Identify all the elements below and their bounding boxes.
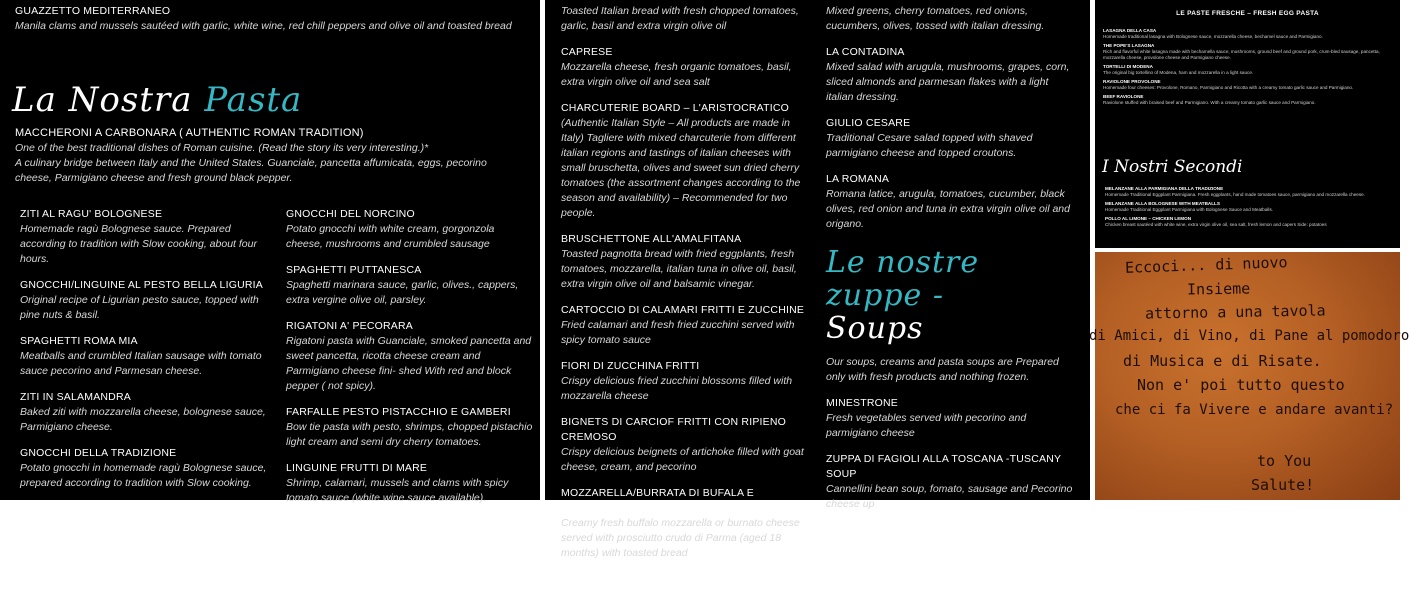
soups-intro: Our soups, creams and pasta soups are Prepared only with fresh products and nothing frozen.: [826, 356, 1059, 383]
menu-item: [561, 303, 813, 348]
menu-panel-fresh-pasta: [1095, 0, 1400, 248]
wall-quote-photo: [1089, 252, 1409, 500]
menu-panel-antipasti: [545, 0, 1090, 585]
item-name: GNOCCHI/LINGUINE AL PESTO BELLA LIGURIA: [20, 279, 263, 291]
quote-line: to You: [1257, 452, 1312, 470]
item-desc: Romana latice, arugula, tomatoes, cucumber, black olives, red onion and tuna in extra virgin olive oil and origano.: [826, 188, 1070, 230]
quote-line: che ci fa Vivere e andare avanti?: [1115, 402, 1394, 418]
item-name: CARTOCCIO DI CALAMARI FRITTI E ZUCCHINE: [561, 304, 805, 316]
item-name: ZUPPA DI FAGIOLI ALLA TOSCANA -TUSCANY SOUP: [826, 453, 1061, 480]
item-name: CAPRESE: [561, 46, 613, 58]
item-name: GUAZZETTO MEDITERRANEO: [15, 5, 171, 17]
item-name: GIULIO CESARE: [826, 117, 911, 129]
fresh-pasta-list: [1103, 28, 1393, 109]
item-name: FARFALLE PESTO PISTACCHIO E GAMBERI: [286, 406, 511, 418]
item-desc: Mixed greens, cherry tomatoes, red onions, cucumbers, olives, tossed with italian dressing.: [826, 5, 1045, 32]
item-desc: Fried calamari and fresh fried zucchini served with spicy tomato sauce: [561, 319, 795, 346]
menu-item: [561, 45, 813, 90]
item-name: LA ROMANA: [826, 173, 890, 185]
item-desc: Potato gnocchi in homemade ragù Bolognese sauce, prepared according to tradition with Slow cooking.: [20, 462, 267, 489]
menu-item: [1103, 94, 1393, 106]
item-name: CHARCUTERIE BOARD – L'ARISTOCRATICO: [561, 102, 789, 114]
menu-item: [826, 45, 1078, 105]
item-desc: Rigatoni pasta with Guanciale, smoked pancetta and sweet pancetta, ricotta cheese cream and Parmigiano cheese fini- shed With red and block pepper ( not spicy).: [286, 335, 532, 392]
item-name: MELANZANE ALLA PARMIGIANA DELLA TRADIZIONE: [1105, 186, 1224, 191]
item-desc: Creamy fresh buffalo mozzarella or burnato cheese served with prosciutto crudo di Parma (aged 18 months) with toasted bread: [561, 517, 800, 559]
item-name: MACCHERONI A CARBONARA ( AUTHENTIC ROMAN TRADITION): [15, 127, 364, 139]
item-desc: Meatballs and crumbled Italian sausage with tomato sauce pecorino and Parmesan cheese.: [20, 350, 262, 377]
menu-item: [20, 446, 276, 491]
item-desc: Manila clams and mussels sautéed with garlic, white wine, red chill peppers and olive oil and toasted bread: [15, 20, 512, 32]
item-desc: Mozzarella cheese, fresh organic tomatoes, basil, extra virgin olive oil and sea salt: [561, 61, 792, 88]
item-name: BRUSCHETTONE ALL'AMALFITANA: [561, 233, 742, 245]
item-desc: Crispy delicious beignets of artichoke filled with goat cheese, cream, and pecorino: [561, 446, 804, 473]
menu-item: [1103, 28, 1393, 40]
item-name: BIGNETS DI CARCIOF FRITTI CON RIPIENO CREMOSO: [561, 416, 786, 443]
menu-item: [286, 207, 534, 252]
menu-item: [1103, 79, 1393, 91]
item-desc: Spaghetti marinara sauce, garlic, olives., cappers, extra vergine olive oil, parsley.: [286, 279, 519, 306]
menu-item: [561, 232, 813, 292]
item-name: RAVIOLONE PROVOLONE: [1103, 79, 1161, 84]
title-white: Soups: [826, 311, 924, 346]
item-desc: Fresh vegetables served with pecorino and parmigiano cheese: [826, 412, 1027, 439]
item-desc: Raviolone stuffed with braised beef and Parmigiano. With a creamy tomato garlic sauce and Parmigiano.: [1103, 100, 1316, 105]
menu-item: [561, 359, 813, 404]
salads-column: [826, 4, 1078, 523]
menu-item: [1103, 43, 1393, 61]
quote-line: di Amici, di Vino, di Pane al pomodoro: [1089, 328, 1409, 344]
title-teal: Pasta: [204, 80, 303, 120]
menu-item: [561, 572, 813, 587]
quote-line: attorno a una tavola: [1144, 301, 1326, 323]
item-name: SPAGHETTI ROMA MIA: [20, 335, 138, 347]
menu-item: [20, 207, 276, 267]
item-desc: Original recipe of Ligurian pesto sauce, topped with pine nuts & basil.: [20, 294, 259, 321]
menu-item: [561, 415, 813, 475]
quote-line: Insieme: [1186, 279, 1251, 299]
menu-item: [561, 101, 813, 221]
item-desc: Toasted pagnotta bread with fried eggplants, fresh tomatoes, mozzarella, italian tuna in olive oil, basil, extra virgin olive oil and balsamic vinegar.: [561, 248, 797, 290]
item-desc: Crispy delicious fried zucchini blossoms filled with mozzarella cheese: [561, 375, 793, 402]
item-desc-line2: A culinary bridge between Italy and the United States. Guanciale, pancetta affumicata, eggs, pecorino cheese, Parmigiano cheese and fresh ground black pepper.: [15, 157, 487, 184]
item-name: THE POPE'S LASAGNA: [1103, 43, 1155, 48]
menu-item: [826, 172, 1078, 232]
item-desc: Baked ziti with mozzarella cheese, bolognese sauce, Parmigiano cheese.: [20, 406, 266, 433]
item-desc: Bow tie pasta with pesto, shrimps, chopped pistachio light cream and semi dry cherry tomatoes.: [286, 421, 533, 448]
menu-item-carbonara: [15, 126, 525, 186]
item-name: LASAGNA DELLA CASA: [1103, 28, 1157, 33]
item-name: GNOCCHI DEL NORCINO: [286, 208, 415, 220]
item-name: POLLO AL LIMONE – CHICKEN LEMON: [1105, 216, 1192, 221]
item-desc: Homemade four cheeses: Provolone, Romano, Parmigiano and Ricotta with a creamy tomato garlic sauce and Parmigiano.: [1103, 85, 1354, 90]
item-desc: Shrimp, calamari, mussels and clams with spicy tomato sauce (white wine sauce available).: [286, 477, 509, 504]
pasta-column-1: [20, 207, 276, 502]
item-desc: Homemade Traditional Eggplant Parmigiana. Fresh eggplants, hand made tomatoes sauce, parmigiano and mozzarella cheese.: [1105, 192, 1365, 197]
menu-item: [1105, 216, 1395, 228]
item-desc: Toasted Italian bread with fresh chopped tomatoes, garlic, basil and extra virgin olive oil: [561, 5, 799, 32]
item-name: MOZZARELLA/BURRATA DI BUFALA E PROSCIUTTO DI PARMA: [561, 487, 754, 514]
item-desc: Homemade Traditional Eggplant Parmigiana with Bolognese Sauce and Meatballs.: [1105, 207, 1274, 212]
menu-item: [826, 452, 1078, 512]
section-title-secondi: [1102, 157, 1243, 177]
menu-item: [561, 486, 813, 561]
item-name: GNOCCHI DELLA TRADIZIONE: [20, 447, 177, 459]
item-desc-line1: One of the best traditional dishes of Roman cuisine. (Read the story its very interesting.)*: [15, 142, 429, 154]
menu-item: [1105, 186, 1395, 198]
menu-item: [286, 319, 534, 394]
item-desc: Homemade traditional lasagna with Bolognese sauce, mozzarella cheese, bechamel sauce and Parmigiano.: [1103, 34, 1323, 39]
menu-item: [826, 396, 1078, 441]
item-name: CARCIOFI FRITTI AL FORMAGGIO: [561, 573, 736, 585]
item-name: ZITI AL RAGU' BOLOGNESE: [20, 208, 163, 220]
antipasti-column: [561, 4, 813, 598]
item-desc: The original big tortellino of Modena, ham and mozzarella in a light sauce.: [1103, 70, 1254, 75]
quote-line: Eccoci... di nuovo: [1124, 253, 1288, 277]
item-desc: Chicken breast sautéed with white wine, extra virgin olive oil, sea salt, fresh lemon and capers Side: potatoes: [1105, 222, 1327, 227]
section-title-fresh-pasta: LE PASTE FRESCHE – FRESH EGG PASTA: [1176, 10, 1319, 17]
item-desc: Rich and flavorful white lasagna made with bechamella sauce, mushrooms, ground beef and ground pork, crum-bled sausage, pancetta, mozzarella cheese, provolone cheese and Parmigiano cheese.: [1103, 49, 1380, 60]
menu-item-guazzetto: [15, 4, 525, 34]
title-teal: Secondi: [1173, 157, 1243, 177]
menu-item: [826, 116, 1078, 161]
quote-line: Salute!: [1251, 476, 1315, 494]
title-teal: Le nostre zuppe -: [826, 245, 980, 313]
item-name: LA CONTADINA: [826, 46, 905, 58]
item-desc: Potato gnocchi with white cream, gorgonzola cheese, mushrooms and crumbled sausage: [286, 223, 495, 250]
item-name: MELANZANE ALLA BOLOGNESE WITH MEATBALLS: [1105, 201, 1220, 206]
menu-item: [20, 334, 276, 379]
menu-item: [1103, 64, 1393, 76]
item-name: BEEF RAVIOLONE: [1103, 94, 1144, 99]
item-desc: Mixed salad with arugula, mushrooms, grapes, corn, sliced almonds and parmesan flakes with a light italian dressing.: [826, 61, 1070, 103]
menu-item: [1105, 201, 1395, 213]
menu-item: [20, 278, 276, 323]
menu-item: [286, 461, 534, 506]
menu-item: [286, 405, 534, 450]
secondi-list: [1105, 186, 1395, 231]
item-name: FIORI DI ZUCCHINA FRITTI: [561, 360, 700, 372]
item-name: ZITI IN SALAMANDRA: [20, 391, 131, 403]
quote-line: Non e' poi tutto questo: [1137, 376, 1345, 394]
title-white: I Nostri: [1102, 157, 1169, 177]
title-white: La Nostra: [12, 80, 193, 120]
menu-item: [286, 263, 534, 308]
menu-panel-pasta: [0, 0, 540, 504]
item-name: LINGUINE FRUTTI DI MARE: [286, 462, 428, 474]
item-desc: Traditional Cesare salad topped with shaved parmigiano cheese and topped croutons.: [826, 132, 1033, 159]
item-desc: Cannellini bean soup, fomato, sausage and Pecorino cheese up: [826, 483, 1073, 510]
item-name: SPAGHETTI PUTTANESCA: [286, 264, 422, 276]
item-desc: (Authentic Italian Style – All products are made in Italy) Tagliere with mixed charcuterie from different italian regions and tastings of italian cheeses with small bruschetta, olives and sweet sun dried cherry tomatoes (the assortment changes according to the season and availability) – Recommended for two people.: [561, 117, 801, 219]
section-title-pasta: [12, 80, 302, 120]
quote-line: di Musica e di Risate.: [1123, 352, 1322, 370]
section-title-soups: [826, 246, 1078, 345]
item-name: RIGATONI A' PECORARA: [286, 320, 413, 332]
pasta-column-2: [286, 207, 534, 517]
item-desc: Homemade ragù Bolognese sauce. Prepared according to tradition with Slow cooking, about four hours.: [20, 223, 257, 265]
item-name: TORTELLI DI MODENA: [1103, 64, 1153, 69]
item-name: MINESTRONE: [826, 397, 899, 409]
menu-item: [20, 390, 276, 435]
